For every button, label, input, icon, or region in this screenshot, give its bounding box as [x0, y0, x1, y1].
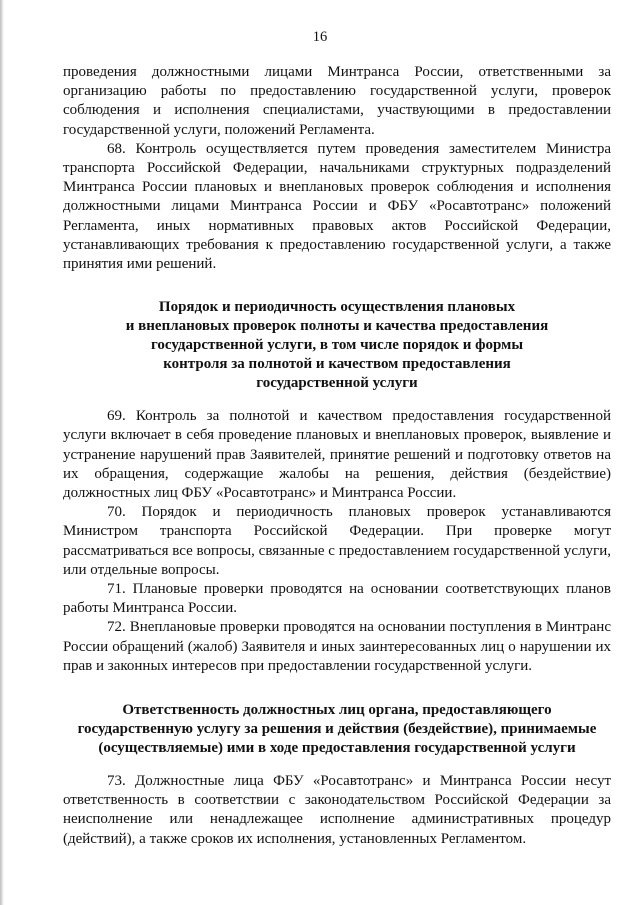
paragraph-69: 69. Контроль за полнотой и качеством предоставления государственной услуги включает в себя проведение плановых и внеплановых проверок, выявление и устранение нарушений прав Заявителей, принятие решений и подготовку ответов на их обращения, содержащие жалобы на решения, действия (бездействие) должностных лиц ФБУ «Росавтотранс» и Минтранса России. [63, 408, 611, 502]
scan-edge-shadow [0, 0, 4, 905]
heading-line: (осуществляемые) ими в ходе предоставления государственной услуги [98, 740, 576, 757]
paragraphs-block-3 [63, 772, 611, 849]
heading-line: контроля за полнотой и качеством предоставления [163, 356, 511, 373]
paragraph-71: 71. Плановые проверки проводятся на основании соответствующих планов работы Минтранса России. [63, 581, 611, 617]
paragraph-68: 68. Контроль осуществляется путем проведения заместителем Министра транспорта Российской Федерации, начальниками структурных подразделений Минтранса России плановых и внеплановых проверок соблюдения и исполнения должностными лицами Минтранса России и ФБУ «Росавтотранс» положений Регламента, иных нормативных правовых актов Российской Федерации, устанавливающих требования к предоставлению государственной услуги, а также принятия ими решений. [63, 140, 611, 273]
heading-line: государственной услуги, в том числе порядок и формы [150, 337, 524, 354]
paragraph-73: 73. Должностные лица ФБУ «Росавтотранс» и Минтранса России несут ответственность в соответствии с законодательством Российской Федерации за неисполнение или ненадлежащее исполнение административных процедур (действий), а также сроков их исполнения, установленных Регламентом. [63, 773, 611, 847]
heading-line: Порядок и периодичность осуществления плановых [158, 299, 516, 316]
heading-line: государственной услуги [256, 375, 418, 392]
page-number: 16 [312, 29, 328, 45]
paragraph-70: 70. Порядок и периодичность плановых проверок устанавливаются Министром транспорта Российской Федерации. При проверке могут рассматриваться все вопросы, связанные с предоставлением государственной услуги, или отдельные вопросы. [63, 504, 611, 578]
paragraph-continuation: проведения должностными лицами Минтранса России, ответственными за организацию работы по предоставлению государственной услуги, проверок соблюдения и исполнения специалистами, участвующими в предоставлении государственной услуги, положений Регламента. [63, 64, 611, 138]
heading-line: Ответственность должностных лиц органа, предоставляющего [122, 702, 552, 719]
heading-line: государственную услугу за решения и действия (бездействие), принимаемые [77, 721, 597, 738]
heading-line: и внеплановых проверок полноты и качества предоставления [125, 318, 549, 335]
section-heading-inspections [63, 298, 611, 393]
paragraphs-block-1 [63, 63, 611, 274]
paragraph-72: 72. Внеплановые проверки проводятся на основании поступления в Минтранс России обращений (жалоб) Заявителя и иных заинтересованных лиц о нарушении их прав и законных интересов при предоставлении государственной услуги. [63, 619, 611, 674]
paragraphs-block-2 [63, 407, 611, 676]
section-heading-responsibility [63, 701, 611, 758]
page-content [63, 63, 611, 849]
